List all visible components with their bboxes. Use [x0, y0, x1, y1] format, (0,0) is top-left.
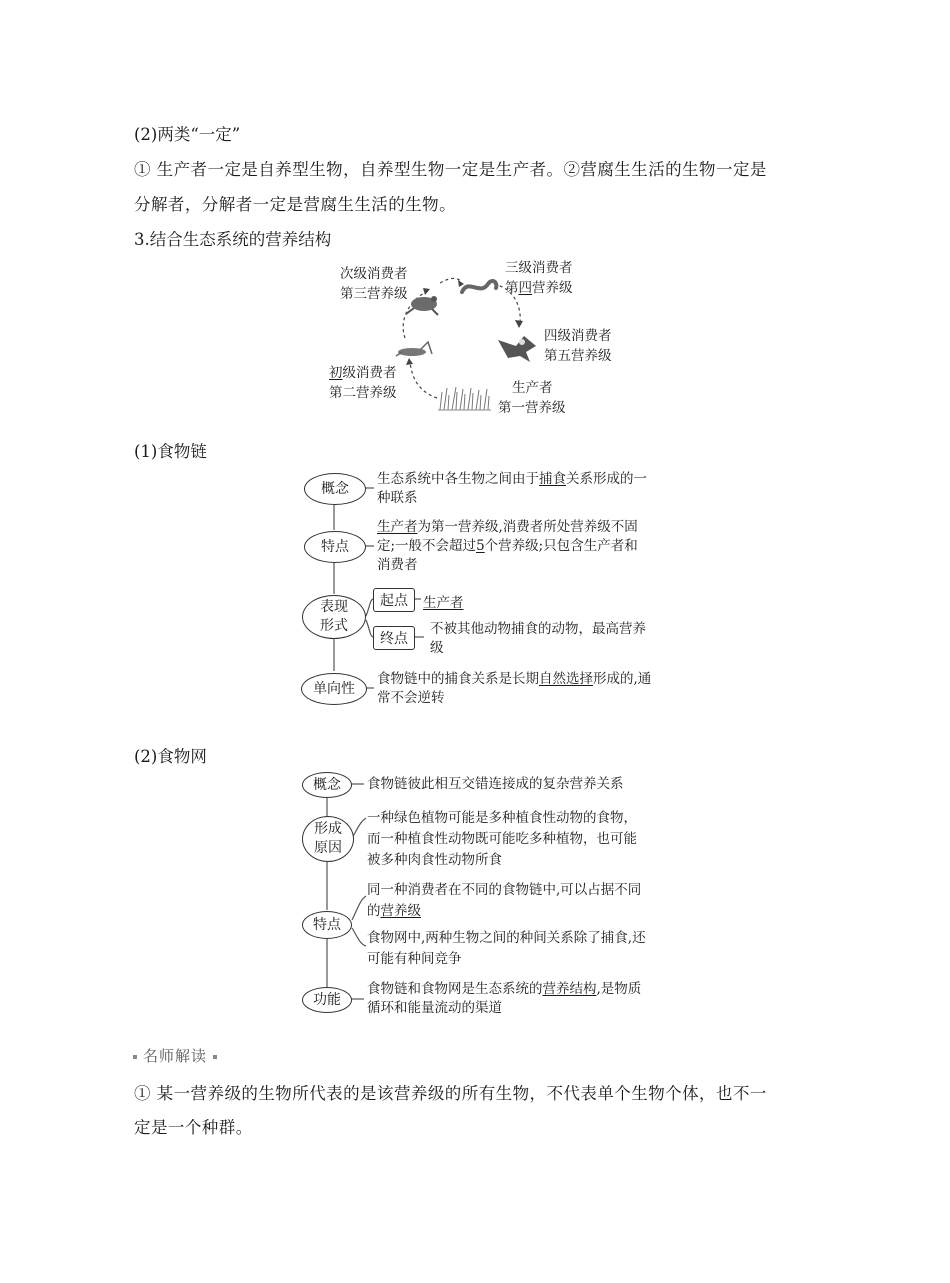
web-cause-text: 一种绿色植物可能是多种植食性动物的食物，而一种植食性动物既可能吃多种植物，也可能被多种肉食性动物所食 — [367, 810, 637, 868]
node-label: 表现形式 — [320, 599, 348, 634]
primary-consumer-level: 第二营养级 — [329, 385, 397, 401]
desc-text: 同一种消费者在不同的食物链中,可以占据不同的 — [367, 882, 642, 919]
secondary-consumer-label: 次级消费者 — [340, 266, 408, 282]
quaternary-consumer-label: 四级消费者 — [544, 328, 612, 344]
level-text-underlined: 四 — [518, 280, 532, 296]
web-function-text — [367, 980, 652, 1018]
paragraph-line: 分解者，分解者一定是营腐生生活的生物。 — [134, 195, 457, 214]
chain-end-value: 不被其他动物捕食的动物，最高营养级 — [430, 621, 646, 656]
desc-text: 食物链和食物网是生态系统的 — [367, 981, 543, 997]
desc-text-underlined: 5 — [476, 538, 485, 554]
desc-text: 形成的,通常不会逆转 — [377, 671, 652, 706]
level-text: 营养级 — [532, 280, 573, 296]
tertiary-consumer-label: 三级消费者 — [505, 260, 573, 276]
section-heading-trophic-structure: 3.结合生态系统的营养结构 — [134, 230, 332, 249]
chain-concept-node: 概念 — [304, 473, 366, 505]
web-feature-text-1 — [367, 880, 649, 922]
chain-oneway-node: 单向性 — [301, 673, 367, 705]
chain-feature-node: 特点 — [304, 531, 366, 563]
node-label: 形成原因 — [314, 821, 342, 856]
desc-text-underlined: 自然选择 — [539, 671, 593, 687]
teacher-note-tag — [133, 1045, 217, 1066]
web-cause-node — [302, 816, 354, 862]
desc-text-underlined: 营养级 — [380, 903, 421, 919]
chain-start-value: 生产者 — [423, 595, 464, 611]
role-text: 级消费者 — [342, 365, 397, 381]
tag-text: 名师解读 — [143, 1047, 208, 1065]
food-chain-heading: (1)食物链 — [134, 442, 207, 461]
secondary-consumer-level: 第三营养级 — [340, 286, 408, 302]
teacher-note-line: ① 某一营养级的生物所代表的是该营养级的所有生物，不代表单个生物个体，也不一 — [134, 1084, 767, 1103]
desc-text-underlined: 生产者 — [377, 519, 418, 535]
producer-label: 生产者 — [512, 380, 553, 396]
section-heading-two-types: (2)两类“一定” — [134, 125, 241, 144]
food-web-heading: (2)食物网 — [134, 747, 207, 766]
web-feature-text-2: 食物网中,两种生物之间的种间关系除了捕食,还可能有种间竞争 — [367, 930, 646, 967]
desc-text: 食物链中的捕食关系是长期 — [377, 671, 539, 687]
chain-end-box: 终点 — [373, 626, 415, 650]
paragraph-line: ① 生产者一定是自养型生物，自养型生物一定是生产者。②营腐生生活的生物一定是 — [134, 160, 767, 179]
web-concept-text: 食物链彼此相互交错连接成的复杂营养关系 — [367, 776, 624, 792]
role-text-underlined: 初 — [329, 365, 343, 381]
quaternary-consumer-level: 第五营养级 — [544, 348, 612, 364]
web-feature-node: 特点 — [302, 911, 352, 939]
teacher-note-line: 定是一个种群。 — [134, 1118, 253, 1137]
desc-text: 关系形成的一种联系 — [377, 471, 647, 506]
desc-text-underlined: 捕食 — [539, 471, 566, 487]
desc-text: 生态系统中各生物之间由于 — [377, 471, 539, 487]
web-concept-node: 概念 — [302, 772, 352, 798]
tag-marker-icon — [213, 1055, 217, 1059]
desc-text: 个营养级;只包含生产者和消费者 — [377, 538, 638, 573]
level-text: 第 — [505, 280, 519, 296]
web-function-node: 功能 — [302, 987, 352, 1013]
chain-start-box: 起点 — [373, 588, 415, 612]
producer-level: 第一营养级 — [498, 400, 566, 416]
desc-text-underlined: 营养结构 — [542, 981, 597, 997]
desc-text: ,是物质循环和能量流动的渠道 — [367, 981, 642, 1016]
tag-marker-icon — [133, 1055, 137, 1059]
desc-text: 为第一营养级,消费者所处营养级不固定;一般不会超过 — [377, 519, 638, 554]
